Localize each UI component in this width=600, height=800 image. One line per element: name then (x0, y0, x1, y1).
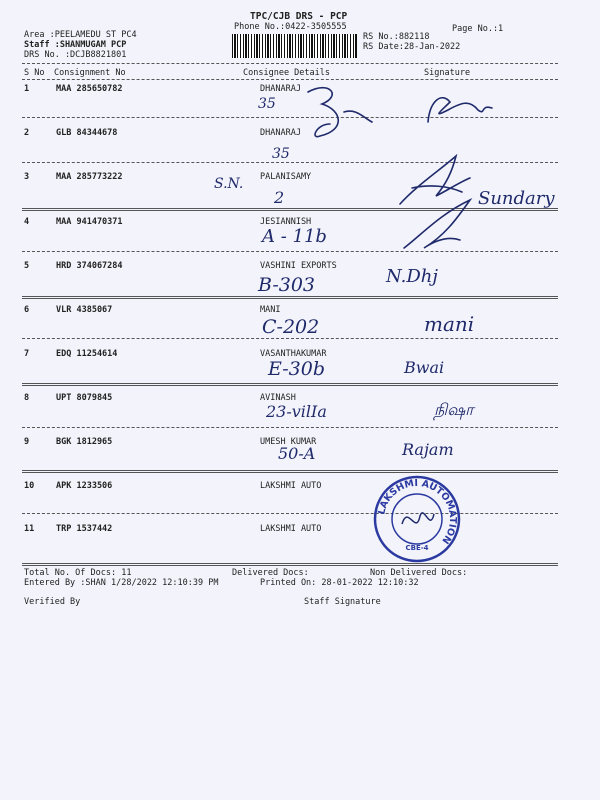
staff-label: Staff :SHANMUGAM PCP (24, 40, 127, 50)
divider (22, 470, 558, 473)
handwritten-door-no: A - 11b (262, 226, 327, 247)
signature-scribble (428, 98, 492, 122)
divider (22, 296, 558, 299)
consignee-name: DHANARAJ (260, 84, 301, 94)
consignment-number: BGK 1812965 (56, 437, 113, 447)
printed-on: Printed On: 28-01-2022 12:10:32 (260, 578, 419, 588)
signature-scribble (308, 88, 372, 137)
page-number: Page No.:1 (452, 24, 504, 34)
consignee-name: LAKSHMI AUTO (260, 481, 322, 491)
consignee-name: VASANTHAKUMAR (260, 349, 327, 359)
handwritten-door-no: E-30b (268, 358, 325, 380)
divider (22, 383, 558, 386)
handwritten-door-no: 35 (272, 146, 290, 162)
area-label: Area :PEELAMEDU ST PC4 (24, 30, 137, 40)
consignment-number: MAA 941470371 (56, 217, 123, 227)
rs-number: RS No.:882118 (363, 32, 430, 42)
document-title: TPC/CJB DRS - PCP (250, 11, 348, 22)
col-consignee: Consignee Details (243, 68, 330, 78)
divider (22, 338, 558, 339)
row-sno: 8 (24, 393, 30, 403)
consignment-number: HRD 374067284 (56, 261, 123, 271)
consignment-number: GLB 84344678 (56, 128, 118, 138)
total-docs: Total No. Of Docs: 11 (24, 568, 132, 578)
drs-number: DRS No. :DCJB8821801 (24, 50, 127, 60)
consignment-number: UPT 8079845 (56, 393, 113, 403)
divider (22, 162, 558, 163)
company-stamp (372, 474, 462, 564)
signature-text: Sundary (478, 188, 555, 209)
rs-date: RS Date:28-Jan-2022 (363, 42, 461, 52)
row-sno: 4 (24, 217, 30, 227)
col-consignment: Consignment No (54, 68, 126, 78)
staff-signature-label: Staff Signature (304, 597, 381, 607)
handwritten-door-no: 50-A (278, 444, 316, 463)
divider (22, 79, 558, 80)
divider (22, 117, 558, 118)
row-sno: 3 (24, 172, 30, 182)
signature-text: Rajam (402, 440, 454, 459)
divider (22, 251, 558, 252)
entered-by: Entered By :SHAN 1/28/2022 12:10:39 PM (24, 578, 219, 588)
handwritten-door-no: B-303 (258, 274, 315, 296)
handwritten-door-no: 2 (274, 188, 285, 207)
row-sno: 10 (24, 481, 35, 491)
divider (22, 513, 558, 514)
verified-by-label: Verified By (24, 597, 81, 607)
col-sno: S No (24, 68, 45, 78)
row-sno: 11 (24, 524, 35, 534)
consignee-name: LAKSHMI AUTO (260, 524, 322, 534)
handwritten-door-no: 35 (258, 96, 276, 112)
handwritten-door-no: 23-vilIa (266, 402, 327, 421)
non-delivered-docs: Non Delivered Docs: (370, 568, 468, 578)
consignee-name: MANI (260, 305, 281, 315)
row-sno: 2 (24, 128, 30, 138)
divider (22, 427, 558, 428)
handwritten-door-no: C-202 (262, 316, 320, 338)
consignment-number: MAA 285650782 (56, 84, 123, 94)
signature-text: mani (424, 312, 475, 336)
consignee-name: PALANISAMY (260, 172, 312, 182)
row-sno: 6 (24, 305, 30, 315)
signature-text: நிஷா (434, 400, 474, 419)
row-sno: 9 (24, 437, 30, 447)
consignee-name: VASHINI EXPORTS (260, 261, 337, 271)
consignment-number: EDQ 11254614 (56, 349, 118, 359)
row-sno: 5 (24, 261, 30, 271)
row-sno: 7 (24, 349, 30, 359)
stamp-city: CBE-4 (405, 544, 429, 552)
delivered-docs: Delivered Docs: (232, 568, 309, 578)
divider (22, 563, 558, 566)
stamp-text: LAKSHMI AUTOMATION (376, 477, 459, 546)
consignee-name: UMESH KUMAR (260, 437, 317, 447)
col-signature: Signature (424, 68, 471, 78)
consignee-name: JESIANNISH (260, 217, 312, 227)
consignment-number: MAA 285773222 (56, 172, 123, 182)
consignment-number: TRP 1537442 (56, 524, 113, 534)
handwritten-note: S.N. (214, 176, 244, 192)
row-sno: 1 (24, 84, 30, 94)
divider (22, 63, 558, 64)
consignment-number: VLR 4385067 (56, 305, 113, 315)
barcode (232, 34, 357, 58)
phone-number: Phone No.:0422-3505555 (234, 22, 347, 32)
consignee-name: AVINASH (260, 393, 296, 403)
consignment-number: APK 1233506 (56, 481, 113, 491)
signature-text: Bwai (404, 358, 445, 377)
signature-text: N.Dhj (386, 266, 438, 287)
consignee-name: DHANARAJ (260, 128, 301, 138)
signature-scribble (400, 156, 470, 204)
